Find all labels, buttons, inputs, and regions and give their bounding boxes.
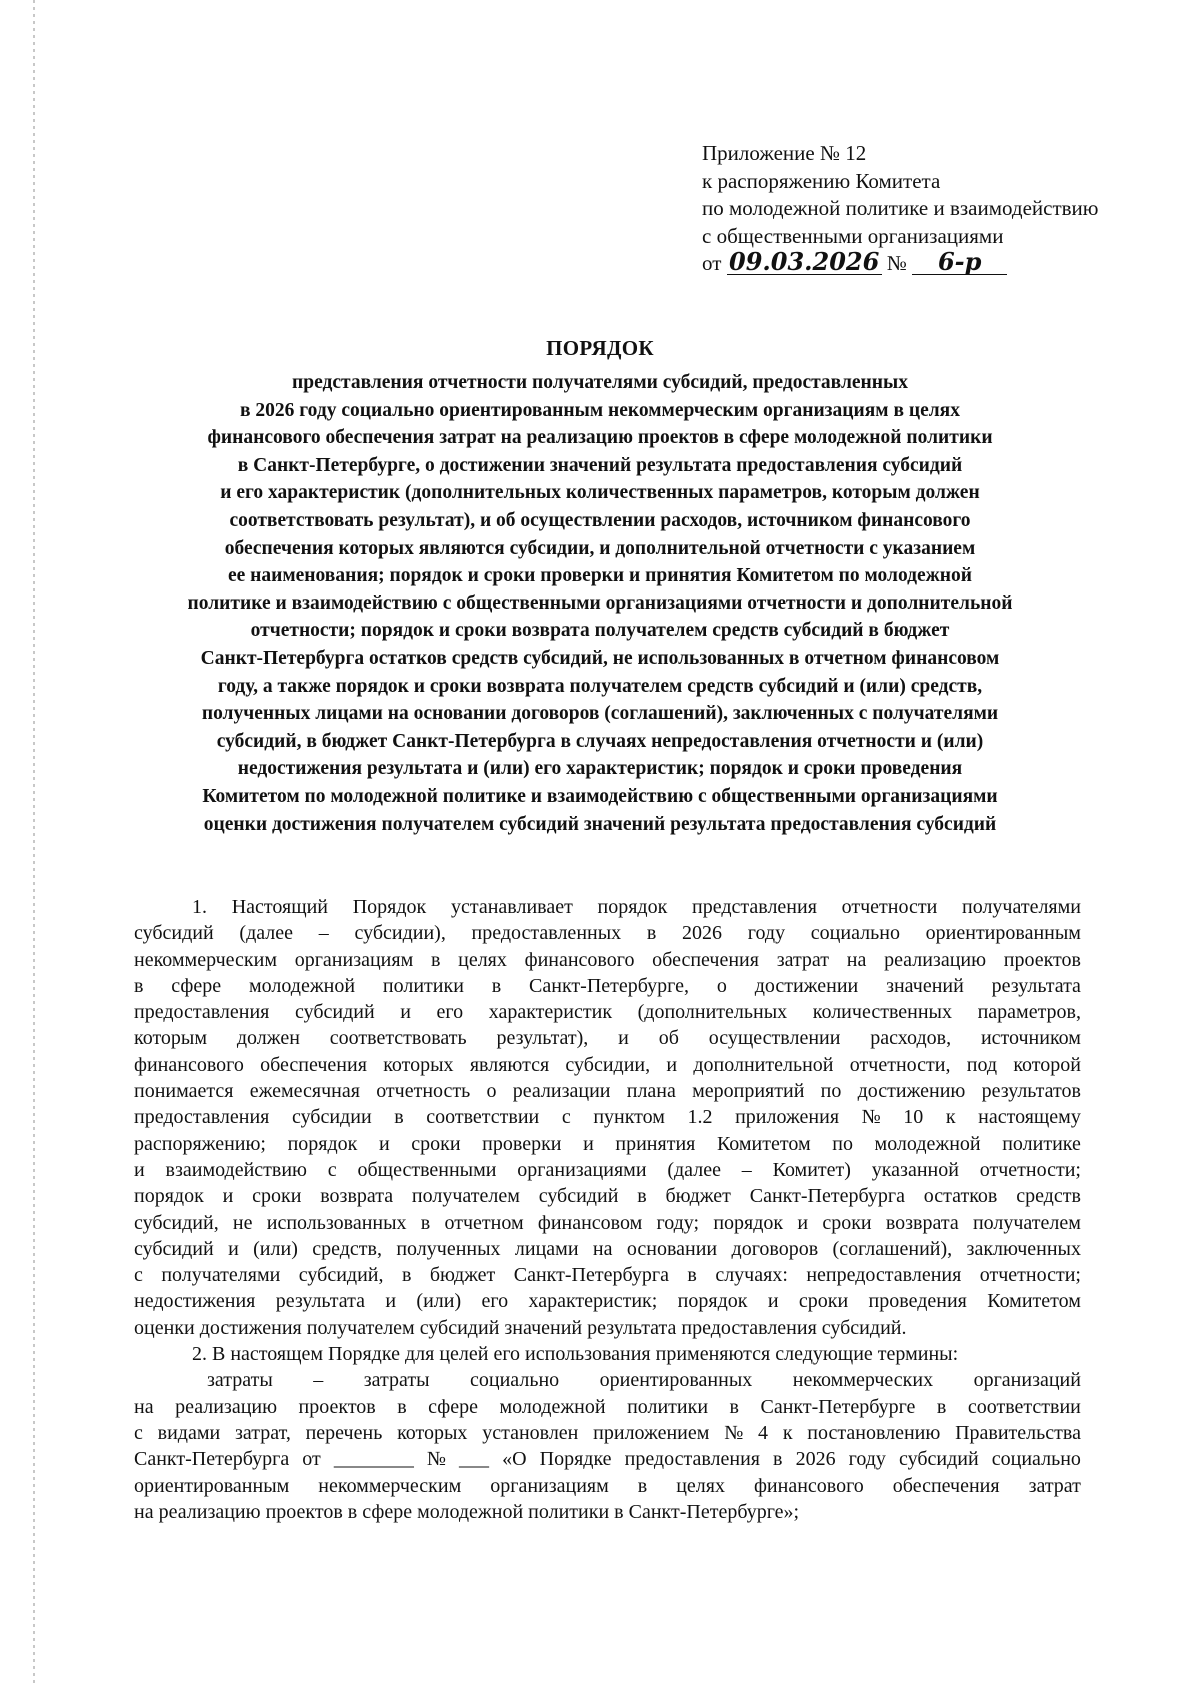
body-line: оценки достижения получателем субсидий значений результата предоставления субсидий.: [134, 1316, 907, 1339]
subtitle-line: недостижения результата и (или) его характеристик; порядок и сроки проведения: [237, 758, 963, 780]
subtitle-line: субсидий, в бюджет Санкт-Петербурга в случаях непредоставления отчетности и (или): [216, 730, 984, 752]
body-line: ориентированным некоммерческим организациям в целях финансового обеспечения затрат: [134, 1474, 1081, 1497]
subtitle-line: Комитетом по молодежной политике и взаимодействию с общественными организациями: [202, 785, 998, 807]
body-line: Санкт-Петербурга от ________ № ___ «О Порядке предоставления в 2026 году субсидий социально: [134, 1448, 1081, 1471]
body-line: 1. Настоящий Порядок устанавливает порядок представления отчетности получателями: [192, 896, 1081, 918]
body-line: в сфере молодежной политики в Санкт-Петербурге, о достижении значений результата: [134, 974, 1081, 997]
subtitle-line: в Санкт-Петербурге, о достижении значений результата предоставления субсидий: [237, 454, 963, 476]
body-line: некоммерческим организациям в целях финансового обеспечения затрат на реализацию проектов: [134, 948, 1081, 971]
subtitle-line: политике и взаимодействию с общественными организациями отчетности и дополнительной: [187, 592, 1013, 614]
document-subtitle: [120, 369, 1080, 838]
body-line: с видами затрат, перечень которых установлен приложением № 4 к постановлению Правительства: [134, 1421, 1081, 1444]
body-line: понимается ежемесячная отчетность о реализации плана мероприятий по достижению результатов: [134, 1080, 1081, 1103]
subtitle-line: в 2026 году социально ориентированным некоммерческим организациям в целях: [240, 399, 960, 421]
subtitle-line: отчетности; порядок и сроки возврата получателем средств субсидий в бюджет: [250, 620, 950, 642]
body-line: предоставления субсидий и его характеристик (дополнительных количественных параметров,: [134, 1001, 1081, 1024]
subtitle-line: представления отчетности получателями субсидий, предоставленных: [292, 372, 908, 393]
body-line: распоряжению; порядок и сроки проверки и принятия Комитетом по молодежной политике: [134, 1132, 1081, 1155]
body-line: которым должен соответствовать результат), и об осуществлении расходов, источником: [134, 1027, 1081, 1050]
body-line: 2. В настоящем Порядке для целей его использования применяются следующие термины:: [192, 1343, 959, 1366]
body-line: с получателями субсидий, в бюджет Санкт-Петербурга в случаях: непредоставления отчетности;: [134, 1264, 1081, 1287]
appendix-ref-line: по молодежной политике и взаимодействию: [702, 196, 1099, 220]
body-line: затраты – затраты социально ориентированных некоммерческих организаций: [207, 1369, 1081, 1392]
subtitle-line: обеспечения которых являются субсидии, и дополнительной отчетности с указанием: [224, 537, 976, 559]
document-title: ПОРЯДОК: [546, 336, 654, 360]
number-label: №: [886, 251, 907, 275]
appendix-header: [702, 140, 1099, 278]
body-line: недостижения результата и (или) его характеристик; порядок и сроки проведения Комитетом: [134, 1290, 1081, 1313]
subtitle-line: году, а также порядок и сроки возврата получателем средств субсидий и (или) средств,: [217, 675, 983, 697]
body-line: субсидий и (или) средств, полученных лицами на основании договоров (соглашений), заключенных: [134, 1237, 1081, 1260]
body-line: предоставления субсидии в соответствии с пунктом 1.2 приложения № 10 к настоящему: [134, 1106, 1081, 1129]
subtitle-line: полученных лицами на основании договоров (соглашений), заключенных с получателями: [201, 703, 999, 725]
body-line: субсидий (далее – субсидии), предоставленных в 2026 году социально ориентированным: [134, 922, 1081, 945]
subtitle-line: финансового обеспечения затрат на реализацию проектов в сфере молодежной политики: [207, 427, 993, 449]
subtitle-line: Санкт-Петербурга остатков средств субсидий, не использованных в отчетном финансовом: [200, 647, 1000, 669]
appendix-date-line: [702, 247, 1099, 278]
body-line: и взаимодействию с общественными организациями (далее – Комитет) указанной отчетности;: [134, 1158, 1081, 1181]
appendix-ref-line: с общественными организациями: [702, 223, 1004, 248]
appendix-ref-line: к распоряжению Комитета: [702, 168, 941, 193]
body-line: финансового обеспечения которых являются субсидии, и дополнительной отчетности, под которой: [134, 1053, 1081, 1076]
subtitle-line: соответствовать результат), и об осуществлении расходов, источником финансового: [229, 509, 971, 531]
subtitle-line: и его характеристик (дополнительных количественных параметров, которым должен: [220, 482, 980, 504]
handwritten-date: 09.03.2026: [727, 250, 882, 275]
body-line: на реализацию проектов в сфере молодежной политики в Санкт-Петербурге»;: [134, 1500, 800, 1523]
document-body: [134, 894, 1081, 1525]
appendix-number: Приложение № 12: [702, 141, 867, 165]
subtitle-line: оценки достижения получателем субсидий значений результата предоставления субсидий: [203, 813, 997, 835]
body-line: субсидий, не использованных в отчетном финансовом году; порядок и сроки возврата получателем: [134, 1211, 1081, 1234]
from-label: от: [702, 251, 722, 275]
body-line: порядок и сроки возврата получателем субсидий в бюджет Санкт-Петербурга остатков средств: [134, 1185, 1081, 1208]
subtitle-line: ее наименования; порядок и сроки проверки и принятия Комитетом по молодежной: [227, 565, 973, 587]
body-line: на реализацию проектов в сфере молодежной политики в Санкт-Петербурге в соответствии: [134, 1395, 1081, 1418]
scan-edge-artifact: [33, 0, 35, 1685]
handwritten-number: 6-р: [912, 250, 1007, 275]
